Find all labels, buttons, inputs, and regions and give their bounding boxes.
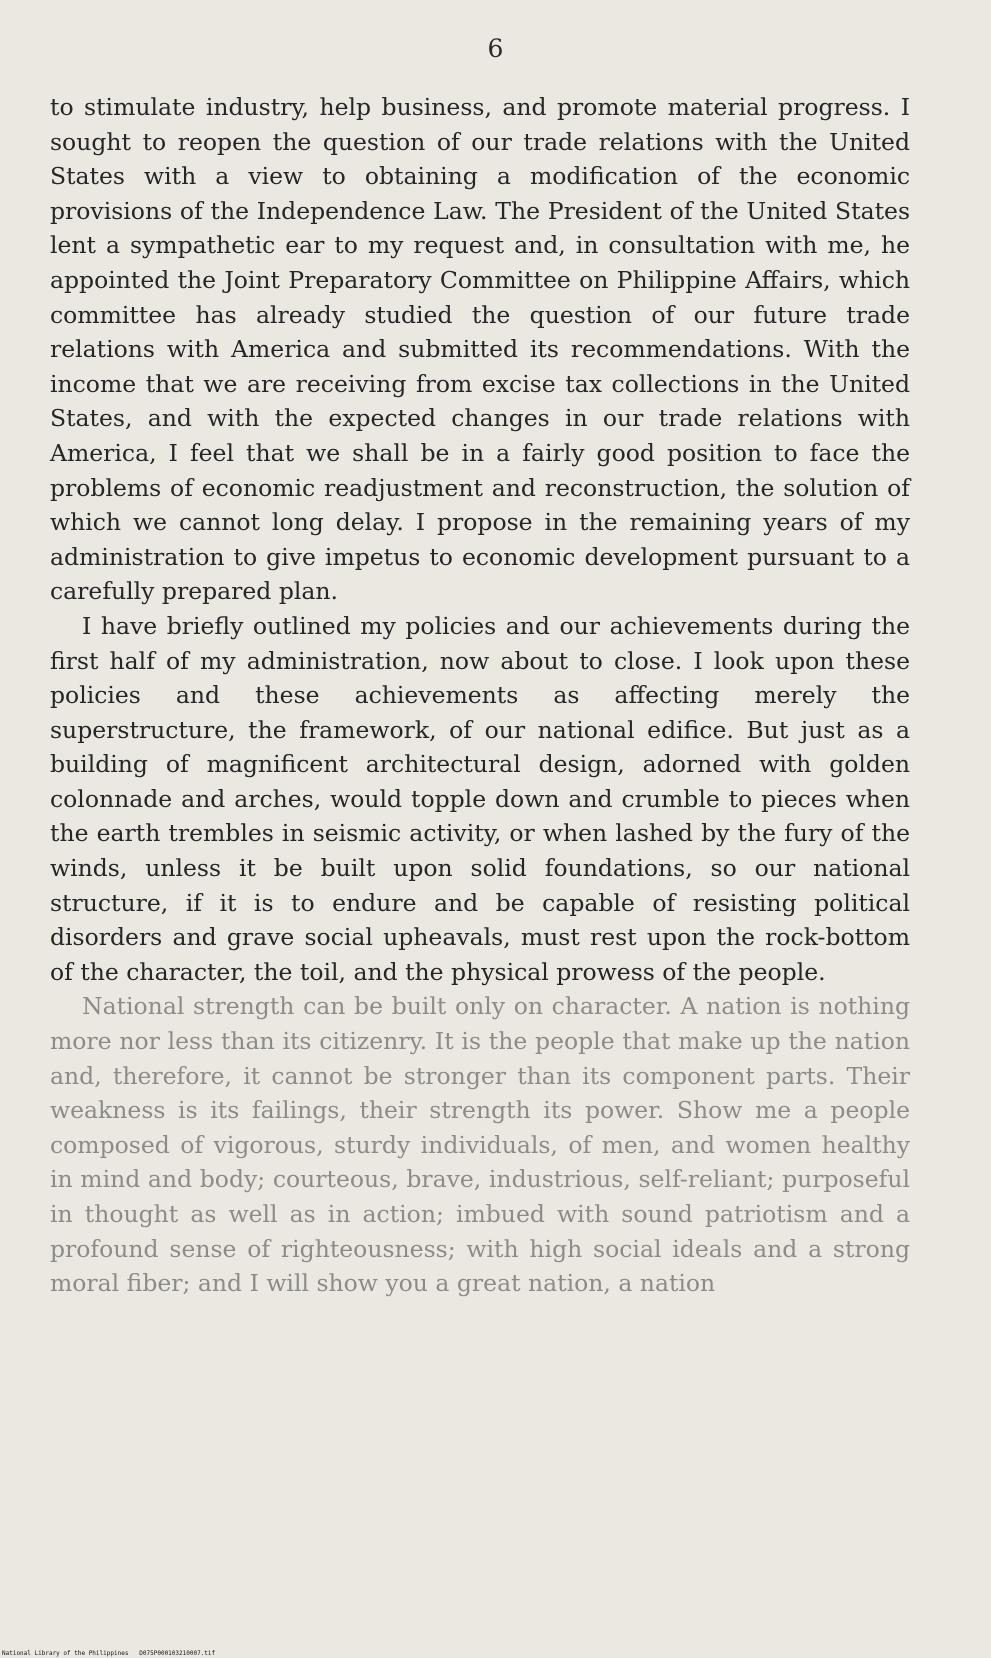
footer-file: D075P000103210007.tif (139, 1650, 216, 1657)
page-number: 6 (487, 34, 504, 63)
body-text (50, 90, 910, 1301)
paragraph-1: to stimulate industry, help business, and promote material progress. I sought to reopen the question of our trade relations with the United States with a view to obtaining a modification of the economic provisions of the Independence Law. The President of the United States lent a sympathetic ear to my request and, in consultation with me, he appointed the Joint Preparatory Committee on Philippine Affairs, which committee has already studied the question of our future trade relations with America and submitted its recommendations. With the income that we are receiving from excise tax collections in the United States, and with the expected changes in our trade relations with America, I feel that we shall be in a fairly good position to face the problems of economic readjustment and reconstruction, the solution of which we cannot long delay. I propose in the remaining years of my administration to give impetus to economic development pursuant to a carefully prepared plan. (50, 93, 910, 606)
paragraph-3: National strength can be built only on character. A nation is nothing more nor less than its citizenry. It is the people that make up the nation and, therefore, it cannot be stronger than its component parts. Their weakness is its failings, their strength its power. Show me a people composed of vigorous, sturdy individuals, of men, and women healthy in mind and body; courteous, brave, industrious, self-reliant; purposeful in thought as well as in action; imbued with sound patriotism and a profound sense of righteousness; with high social ideals and a strong moral fiber; and I will show you a great nation, a nation (50, 992, 910, 1298)
paragraph-2: I have briefly outlined my policies and our achievements during the first half of my administration, now about to close. I look upon these policies and these achievements as affecting merely the superstructure, the framework, of our national edifice. But just as a building of magnificent architectural design, adorned with golden colonnade and arches, would topple down and crumble to pieces when the earth trembles in seismic activity, or when lashed by the fury of the winds, unless it be built upon solid foundations, so our national structure, if it is to endure and be capable of resisting political disorders and grave social upheavals, must rest upon the rock-bottom of the character, the toil, and the physical prowess of the people. (50, 611, 910, 986)
scan-footer (2, 1650, 215, 1657)
footer-library: National Library of the Philippines (2, 1650, 129, 1657)
